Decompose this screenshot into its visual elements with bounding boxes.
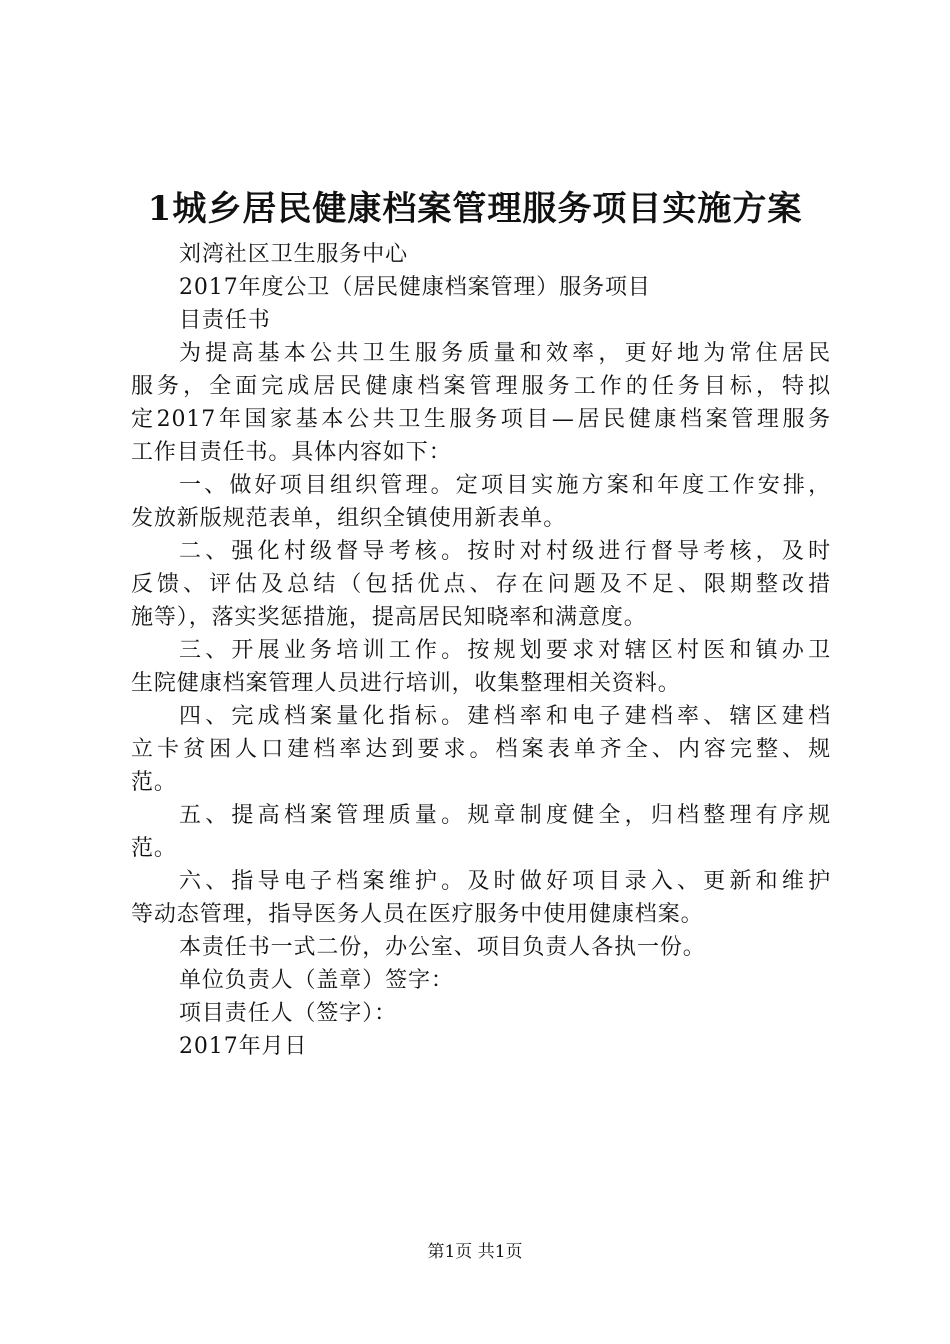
signature-project-line: 项目责任人（签字）： bbox=[179, 1001, 398, 1026]
paragraph-item-2 bbox=[131, 535, 831, 634]
paragraph-item-6 bbox=[131, 865, 831, 931]
paragraph-line: 二、强化村级督导考核。按时对村级进行督导考核，及时 bbox=[179, 539, 831, 564]
paragraph-item-3 bbox=[131, 634, 831, 700]
date-line: 2017年月日 bbox=[179, 1034, 308, 1059]
paragraph-item-4 bbox=[131, 700, 831, 799]
paragraph-line: 生院健康档案管理人员进行培训，收集整理相关资料。 bbox=[131, 671, 681, 696]
paragraph-line: 范。 bbox=[131, 770, 177, 795]
paragraph-line: 三、开展业务培训工作。按规划要求对辖区村医和镇办卫 bbox=[179, 638, 831, 663]
paragraph-line: 服务，全面完成居民健康档案管理服务工作的任务目标，特拟 bbox=[131, 374, 831, 399]
paragraph-line: 工作目责任书。具体内容如下： bbox=[131, 440, 452, 465]
paragraph-line: 施等），落实奖惩措施，提高居民知晓率和满意度。 bbox=[131, 605, 647, 630]
signature-unit-line: 单位负责人（盖章）签字： bbox=[179, 968, 454, 993]
page-footer: 第1页 共1页 bbox=[427, 1242, 523, 1262]
paragraph-line: 等动态管理，指导医务人员在医疗服务中使用健康档案。 bbox=[131, 902, 704, 927]
header-line: 刘湾社区卫生服务中心 bbox=[179, 242, 409, 267]
document-title: 1城乡居民健康档案管理服务项目实施方案 bbox=[147, 189, 803, 229]
header-line: 2017年度公卫（居民健康档案管理）服务项目 bbox=[179, 275, 651, 300]
paragraph-line: 一、做好项目组织管理。定项目实施方案和年度工作安排， bbox=[179, 473, 831, 498]
paragraph-line: 反馈、评估及总结（包括优点、存在问题及不足、限期整改措 bbox=[131, 572, 831, 597]
paragraph-intro bbox=[131, 337, 831, 469]
paragraph-line: 四、完成档案量化指标。建档率和电子建档率、辖区建档 bbox=[179, 704, 831, 729]
paragraph-line: 为提高基本公共卫生服务质量和效率，更好地为常住居民 bbox=[179, 341, 831, 366]
document-body bbox=[131, 238, 831, 1063]
paragraph-line: 范。 bbox=[131, 836, 177, 861]
paragraph-line: 五、提高档案管理质量。规章制度健全，归档整理有序规 bbox=[179, 803, 831, 828]
paragraph-line: 发放新版规范表单，组织全镇使用新表单。 bbox=[131, 506, 567, 531]
paragraph-item-5 bbox=[131, 799, 831, 865]
paragraph-line: 定2017年国家基本公共卫生服务项目—居民健康档案管理服务 bbox=[131, 407, 831, 432]
paragraph-item-1 bbox=[131, 469, 831, 535]
closing-line: 本责任书一式二份，办公室、项目负责人各执一份。 bbox=[179, 935, 706, 960]
paragraph-line: 六、指导电子档案维护。及时做好项目录入、更新和维护 bbox=[179, 869, 831, 894]
paragraph-line: 立卡贫困人口建档率达到要求。档案表单齐全、内容完整、规 bbox=[131, 737, 831, 762]
header-line: 目责任书 bbox=[179, 308, 271, 333]
